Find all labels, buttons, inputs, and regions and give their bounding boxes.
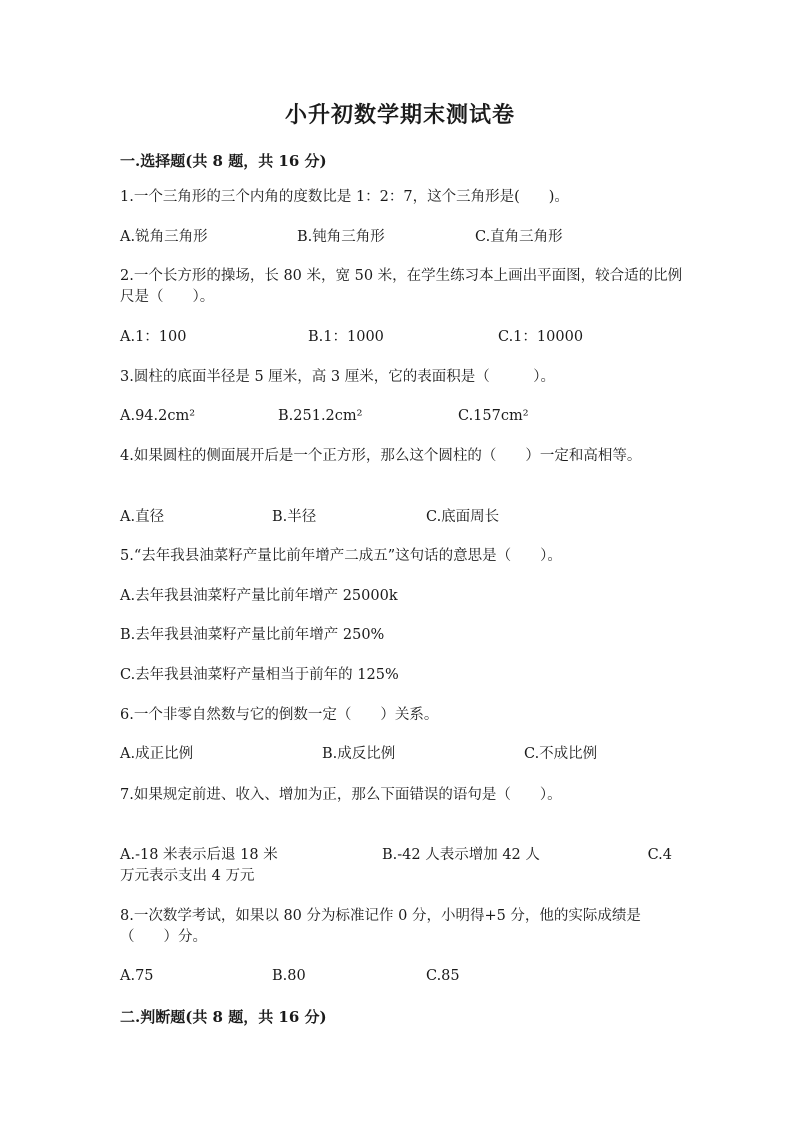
page-title: 小升初数学期末测试卷: [284, 102, 515, 128]
question-6: 6.一个非零自然数与它的倒数一定（ ）关系。: [120, 707, 439, 723]
question-1-options: [120, 227, 685, 248]
option-c: C.底面周长: [426, 509, 500, 525]
option-a: A.94.2cm²: [120, 408, 196, 424]
section-heading-judgement: 二.判断题(共 8 题，共 16 分): [120, 1008, 327, 1026]
question-3: 3.圆柱的底面半径是 5 厘米，高 3 厘米，它的表面积是（ ）。: [120, 369, 555, 385]
option-a: A.75: [120, 968, 154, 984]
question-4-options: [120, 507, 685, 528]
section-heading-choice: 一.选择题(共 8 题，共 16 分): [120, 152, 327, 170]
option-a: A.1：100: [120, 329, 187, 345]
option-a: A.去年我县油菜籽产量比前年增产 25000k: [120, 588, 398, 604]
option-c: C.4: [647, 847, 672, 863]
option-b: B.1：1000: [308, 329, 384, 345]
option-b: B.251.2cm²: [278, 408, 363, 424]
option-c: C.1：10000: [498, 329, 584, 345]
question-3-options: [120, 406, 685, 427]
option-b: B.半径: [272, 509, 317, 525]
question-6-options: [120, 744, 685, 765]
option-b: B.钝角三角形: [297, 229, 385, 245]
question-4: 4.如果圆柱的侧面展开后是一个正方形，那么这个圆柱的（ ）一定和高相等。: [120, 448, 642, 464]
question-1: 1.一个三角形的三个内角的度数比是 1：2：7，这个三角形是( )。: [120, 189, 569, 205]
option-b: B.-42 人表示增加 42 人: [382, 847, 540, 863]
question-5-option-b: [120, 625, 685, 646]
option-a: A.-18 米表示后退 18 米: [120, 847, 278, 863]
question-8: 8.一次数学考试，如果以 80 分为标准记作 0 分，小明得+5 分，他的实际成绩是（ ）分。: [120, 908, 641, 945]
question-8-options: [120, 966, 685, 987]
option-b: B.成反比例: [322, 746, 396, 762]
option-c: C.85: [426, 968, 460, 984]
question-2: 2.一个长方形的操场，长 80 米，宽 50 米，在学生练习本上画出平面图，较合适的比例尺是（ ）。: [120, 268, 683, 305]
option-c: C.去年我县油菜籽产量相当于前年的 125%: [120, 667, 399, 683]
option-b: B.80: [272, 968, 306, 984]
option-a: A.成正比例: [120, 746, 194, 762]
question-5-option-a: [120, 586, 685, 607]
option-c: C.直角三角形: [475, 229, 563, 245]
option-c: C.不成比例: [524, 746, 598, 762]
question-2-options: [120, 327, 685, 348]
option-c: C.157cm²: [458, 408, 529, 424]
question-7-options-row: [120, 845, 672, 866]
option-a: A.锐角三角形: [120, 229, 208, 245]
question-7: 7.如果规定前进、收入、增加为正，那么下面错误的语句是（ ）。: [120, 787, 562, 803]
question-5-option-c: [120, 665, 685, 686]
option-b: B.去年我县油菜籽产量比前年增产 250%: [120, 627, 385, 643]
option-a: A.直径: [120, 509, 165, 525]
question-7-options: [120, 845, 672, 887]
question-5: 5.“去年我县油菜籽产量比前年增产二成五”这句话的意思是（ ）。: [120, 548, 562, 564]
option-c-continued: 万元表示支出 4 万元: [120, 868, 255, 884]
